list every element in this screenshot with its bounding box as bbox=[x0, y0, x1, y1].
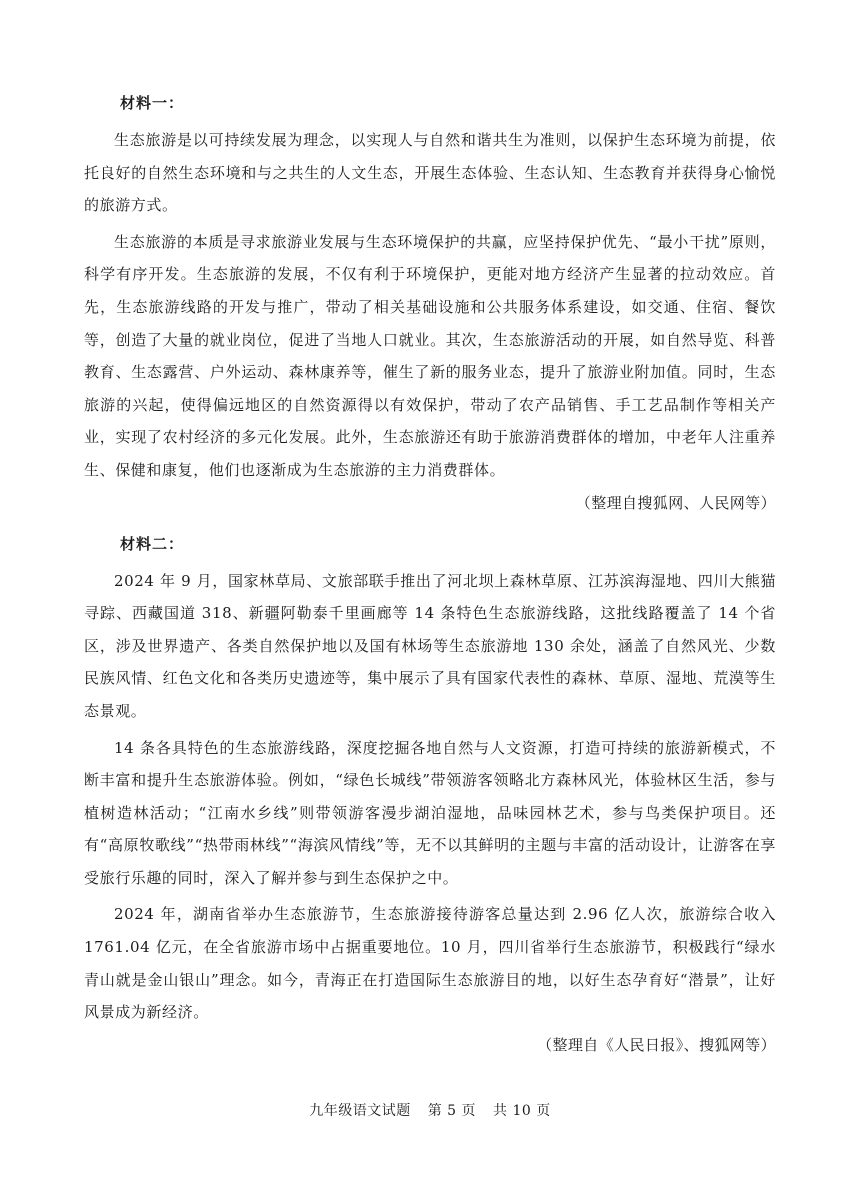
material2-heading: 材料二： bbox=[120, 534, 185, 553]
material2-source: （整理自《人民日报》、搜狐网等） bbox=[537, 1035, 776, 1054]
material1-source: （整理自搜狐网、人民网等） bbox=[575, 493, 776, 512]
footer-subject: 九年级语文试题 bbox=[309, 1103, 411, 1119]
material1-heading: 材料一： bbox=[120, 94, 185, 112]
material1-paragraph-2: 生态旅游的本质是寻求旅游业发展与生态环境保护的共赢，应坚持保护优先、“最小干扰”原则，科学有序开发。生态旅游的发展，不仅有利于环境保护，更能对地方经济产生显著的拉动效应。首先，生态旅游线路的开发与推广，带动了相关基础设施和公共服务体系建设，如交通、住宿、餐饮等，创造了大量的就业岗位，促进了当地人口就业。其次，生态旅游活动的开展，如自然导览、科普教育、生态露营、户外运动、森林康养等，催生了新的服务业态，提升了旅游业附加值。同时，生态旅游的兴起，使得偏远地区的自然资源得以有效保护，带动了农产品销售、手工艺品制作等相关产业，实现了农村经济的多元化发展。此外，生态旅游还有助于旅游消费群体的增加，中老年人注重养生、保健和康复，他们也逐渐成为生态旅游的主力消费群体。 bbox=[84, 232, 776, 479]
page-footer bbox=[0, 1100, 860, 1120]
material1-paragraph-1: 生态旅游是以可持续发展为理念，以实现人与自然和谐共生为准则，以保护生态环境为前提，依托良好的自然生态环境和与之共生的人文生态，开展生态体验、生态认知、生态教育并获得身心愉悦的旅游方式。 bbox=[84, 131, 776, 215]
material2-paragraph-1: 2024 年 9 月，国家林草局、文旅部联手推出了河北坝上森林草原、江苏滨海湿地、四川大熊猫寻踪、西藏国道 318、新疆阿勒泰千里画廊等 14 条特色生态旅游线路，这批线路覆盖了 14 个省区，涉及世界遗产、各类自然保护地以及国有林场等生态旅游地 130 余处，涵盖了自然风光、少数民族风情、红色文化和各类历史遗迹等，集中展示了具有国家代表性的森林、草原、湿地、荒漠等生态景观。 bbox=[84, 571, 776, 720]
footer-total-pages: 共 10 页 bbox=[493, 1103, 551, 1119]
material2-paragraph-2: 14 条各具特色的生态旅游线路，深度挖掘各地自然与人文资源，打造可持续的旅游新模式，不断丰富和提升生态旅游体验。例如，“绿色长城线”带领游客领略北方森林风光，体验林区生活，参与植树造林活动；“江南水乡线”则带领游客漫步湖泊湿地，品味园林艺术，参与鸟类保护项目。还有“高原牧歌线”“热带雨林线”“海滨风情线”等，无不以其鲜明的主题与丰富的活动设计，让游客在享受旅行乐趣的同时，深入了解并参与到生态保护之中。 bbox=[84, 738, 776, 887]
footer-page-number: 第 5 页 bbox=[427, 1103, 477, 1119]
material2-paragraph-3: 2024 年，湖南省举办生态旅游节，生态旅游接待游客总量达到 2.96 亿人次，旅游综合收入 1761.04 亿元，在全省旅游市场中占据重要地位。10 月，四川省举行生态旅游节，积极践行“绿水青山就是金山银山”理念。如今，青海正在打造国际生态旅游目的地，以好生态孕育好“潜景”，让好风景成为新经济。 bbox=[84, 905, 776, 1022]
